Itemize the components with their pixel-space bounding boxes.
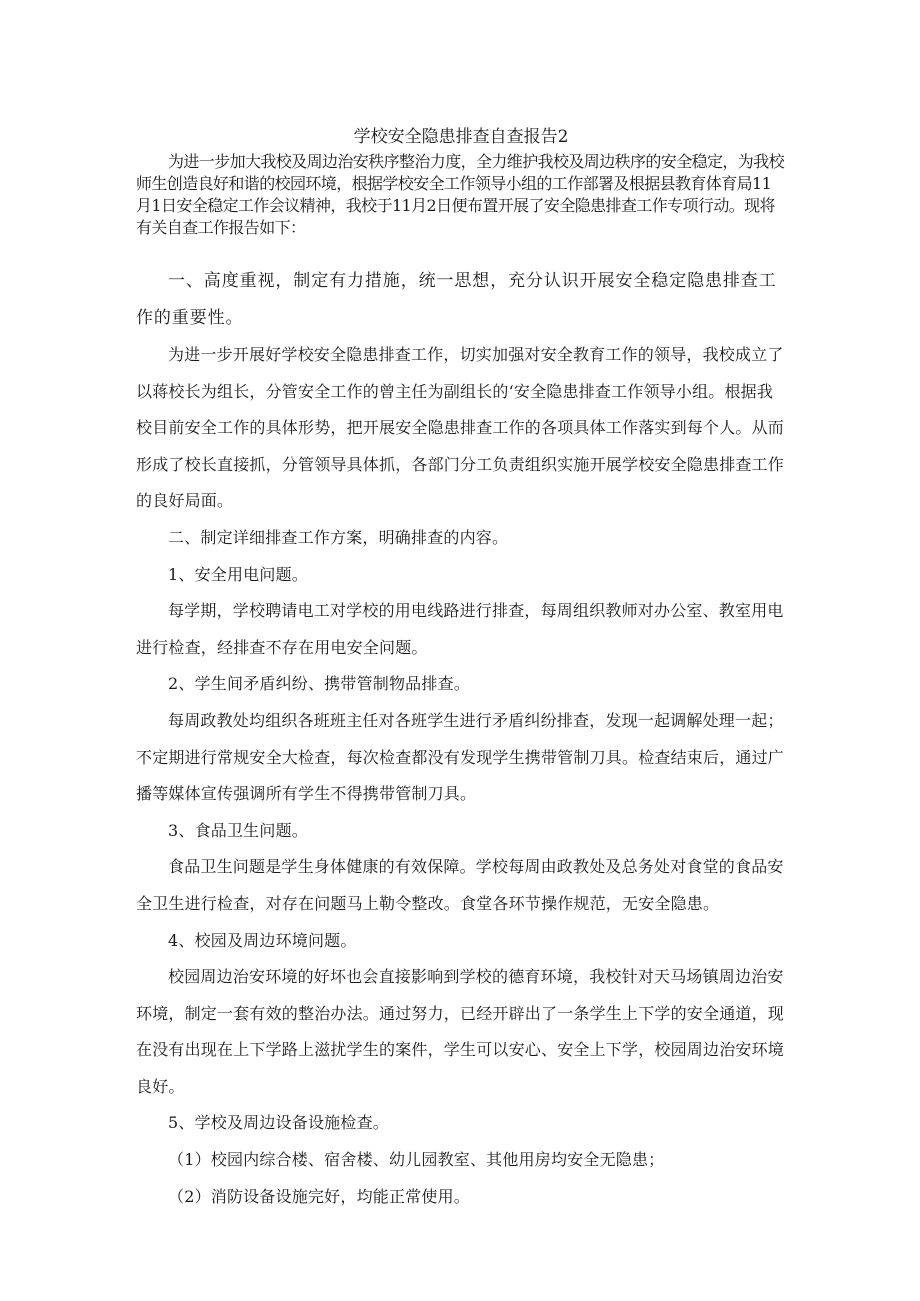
list-item: （1）校园内综合楼、宿舍楼、幼儿园教室、其他用房均安全无隐患； [168, 1150, 665, 1170]
subheading-food-hygiene: 3、食品卫生问题。 [168, 820, 308, 840]
document-body [136, 263, 786, 1215]
list-item: （2）消防设备设施完好，均能正常使用。 [168, 1186, 470, 1206]
subheading-facilities: 5、学校及周边设备设施检查。 [168, 1113, 389, 1133]
body-paragraph: 每学期，学校聘请电工对学校的用电线路进行排查，每周组织教师对办公室、教室用电进行检查，经排查不存在用电安全问题。 [136, 601, 784, 657]
section-heading-2: 二、制定详细排查工作方案，明确排查的内容。 [168, 527, 509, 547]
subheading-electricity: 1、安全用电问题。 [168, 564, 308, 584]
subheading-campus-environment: 4、校园及周边环境问题。 [168, 930, 357, 950]
document-title: 学校安全隐患排查自查报告2 [353, 127, 569, 147]
body-paragraph: 每周政教处均组织各班班主任对各班学生进行矛盾纠纷排查，发现一起调解处理一起；不定期进行常规安全大检查，每次检查都没有发现学生携带管制刀具。检查结束后，通过广播等媒体宣传强调所有学生不得携带管制刀具。 [136, 710, 785, 804]
body-paragraph: 为进一步开展好学校安全隐患排查工作，切实加强对安全教育工作的领导，我校成立了以蒋校长为组长，分管安全工作的曾主任为副组长的‘安全隐患排查工作领导小组。根据我校目前安全工作的具体形势，把开展安全隐患排查工作的各项具体工作落实到每个人。从而形成了校长直接抓，分管领导具体抓，各部门分工负责组织实施开展学校安全隐患排查工作的良好局面。 [136, 345, 785, 511]
section-heading-1: 一、高度重视，制定有力措施，统一思想，充分认识开展安全稳定隐患排查工作的重要性。 [136, 271, 777, 328]
body-paragraph: 食品卫生问题是学生身体健康的有效保障。学校每周由政教处及总务处对食堂的食品安全卫生进行检查，对存在问题马上勒令整改。食堂各环节操作规范，无安全隐患。 [136, 857, 784, 913]
body-paragraph: 校园周边治安环境的好坏也会直接影响到学校的德育环境，我校针对天马场镇周边治安环境，制定一套有效的整治办法。通过努力，已经开辟出了一条学生上下学的安全通道，现在没有出现在上下学路上滋扰学生的案件，学生可以安心、安全上下学，校园周边治安环境良好。 [136, 967, 785, 1096]
subheading-student-disputes: 2、学生间矛盾纠纷、携带管制物品排查。 [168, 674, 470, 694]
intro-paragraph: 为进一步加大我校及周边治安秩序整治力度，全力维护我校及周边秩序的安全稳定，为我校师生创造良好和谐的校园环境，根据学校安全工作领导小组的工作部署及根据县教育体育局11月1日安全稳定工作会议精神，我校于11月2日便布置开展了安全隐患排查工作专项行动。现将有关自查工作报告如下： [136, 152, 785, 237]
